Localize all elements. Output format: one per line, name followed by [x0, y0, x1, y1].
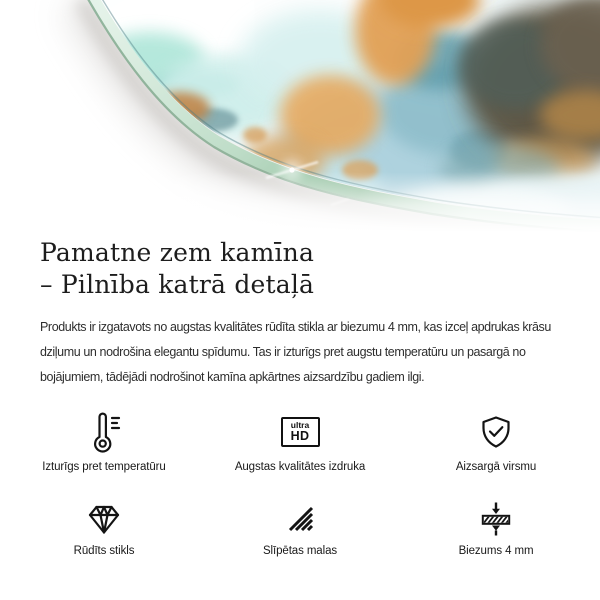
- feature-item-tempered-glass: [6, 499, 202, 557]
- diamond-icon: [85, 499, 123, 539]
- feature-item-beveled-edges: [202, 499, 398, 557]
- beveled-edges-icon: [282, 499, 318, 539]
- page-title-line-2: – Pilnība katrā detaļā: [40, 270, 315, 299]
- thermometer-icon: [86, 409, 122, 455]
- features-grid: [0, 409, 600, 557]
- feature-item-temperature: [6, 409, 202, 473]
- product-hero-image: [0, 0, 600, 232]
- ultra-hd-icon: [281, 409, 320, 455]
- hero-section: [0, 0, 600, 232]
- feature-label: Slīpētas malas: [262, 545, 338, 557]
- content-section: [0, 237, 600, 390]
- feature-item-protection: [398, 409, 594, 473]
- page-title: [40, 237, 560, 301]
- feature-label: Biezums 4 mm: [458, 545, 534, 557]
- feature-label: Izturīgs pret temperatūru: [42, 461, 166, 473]
- feature-label: Aizsargā virsmu: [455, 461, 537, 473]
- thickness-icon: [478, 499, 514, 539]
- feature-label: Augstas kvalitātes izdruka: [234, 461, 366, 473]
- page-title-line-1: Pamatne zem kamīna: [40, 238, 315, 267]
- feature-label: Rūdīts stikls: [73, 545, 135, 557]
- feature-item-print-quality: [202, 409, 398, 473]
- shield-check-icon: [478, 409, 514, 455]
- ultra-hd-badge-bottom: HD: [290, 429, 310, 444]
- product-description: Produkts ir izgatavots no augstas kvalitātes rūdīta stikla ar biezumu 4 mm, kas izceļ apdrukas krāsu dziļumu un nodrošina elegantu spīdumu. Tas ir izturīgs pret augstu temperatūru un pasargā no bojājumiem, tādējādi nodrošinot kamīna apkārtnes aizsardzību gadiem ilgi.: [40, 320, 551, 384]
- feature-item-thickness: [398, 499, 594, 557]
- ultra-hd-badge-top: ultra: [290, 420, 310, 431]
